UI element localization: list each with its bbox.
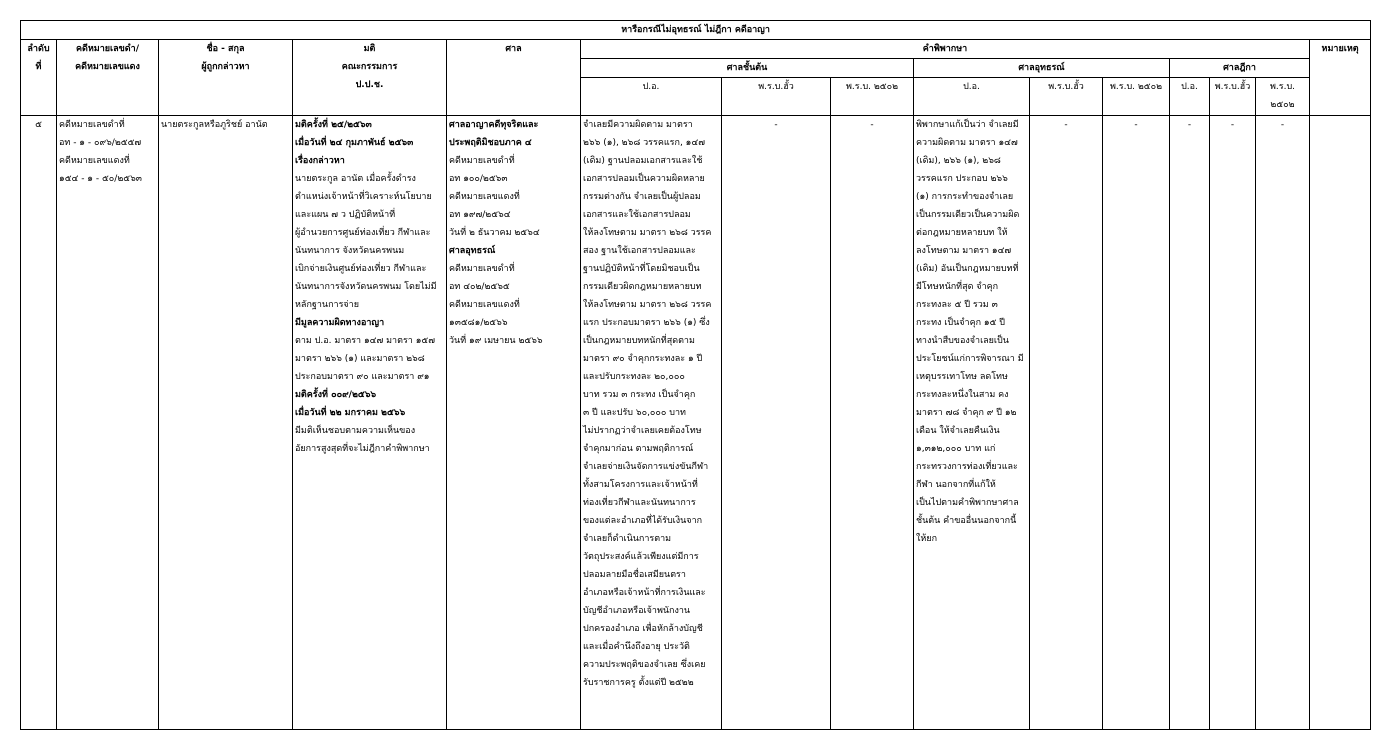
text-line: ความประพฤติของจำเลย ซึ่งเคย	[583, 660, 706, 670]
col-header-supreme-act: พ.ร.บ.ฮั้ว	[1210, 78, 1256, 116]
text-line: เอกสารและใช้เอกสารปลอม	[583, 210, 691, 220]
col-header-court: ศาล	[447, 40, 581, 116]
row-first-penal	[581, 116, 722, 730]
text-line: จำเลยมีความผิดตาม มาตรา	[583, 120, 693, 130]
text-line: กีฬา นอกจากที่แก้ให้	[916, 480, 996, 490]
row-name: นายตระกูลหรือภูริชย์ อานัต	[159, 116, 293, 730]
text-line: กระทง เป็นจำคุก ๑๕ ปี	[916, 318, 1006, 328]
text-line: นายตระกูล อานัต เมื่อครั้งดำรง	[295, 174, 416, 184]
text-line: ประพฤติมิชอบภาค ๔	[449, 138, 532, 148]
col-header-supreme-court: ศาลฎีกา	[1170, 59, 1310, 78]
row-supreme-act: -	[1210, 116, 1256, 730]
text-line: ๑,๓๑๒,๐๐๐ บาท แก่	[916, 444, 996, 454]
text-line: ประกอบมาตรา ๙๐ และมาตรา ๙๑	[295, 372, 430, 382]
text-line: อท ๑๐๐/๒๕๖๓	[449, 174, 508, 184]
text-line: และแผน ๗ ว ปฏิบัติหน้าที่	[295, 210, 396, 220]
col-header-resolution: มติ คณะกรรมการ ป.ป.ช.	[293, 40, 447, 116]
text-line: อำเภอหรือเจ้าหน้าที่การเงินและ	[583, 588, 706, 598]
text-line: ประโยชน์แก่การพิจารณา มี	[916, 354, 1024, 364]
row-resolution	[293, 116, 447, 730]
case-table	[20, 20, 1371, 730]
text-line: ๒๖๖ (๑), ๒๖๘ วรรคแรก, ๑๔๗	[583, 138, 705, 148]
text-line: นันทนาการจังหวัดนครพนม โดยไม่มี	[295, 282, 437, 292]
text-line: และปรับกระทงละ ๒๐,๐๐๐	[583, 372, 685, 382]
text-line: เรื่องกล่าวหา	[295, 156, 345, 166]
text-line: คดีหมายเลขแดงที่	[449, 192, 520, 202]
text-line: เป็นกฎหมายบทหนักที่สุดตาม	[583, 336, 695, 346]
row-supreme-penal: -	[1170, 116, 1210, 730]
text-line: (เดิม) ฐานปลอมเอกสารและใช้	[583, 156, 703, 166]
text-line: ทั้งสามโครงการและเจ้าหน้าที่	[583, 480, 698, 490]
col-header-no: ลำดับ ที่	[21, 40, 57, 116]
text-line: กรรมต่างกัน จำเลยเป็นผู้ปลอม	[583, 192, 701, 202]
text-line: บัญชีอำเภอหรือเจ้าพนักงาน	[583, 606, 691, 616]
text-line: บาท รวม ๓ กระทง เป็นจำคุก	[583, 390, 696, 400]
row-case-no: คดีหมายเลขดำที่ อท - ๑ - ๐๙๖/๒๕๕๗ คดีหมายเลขแดงที่ ๑๕๔ - ๑ - ๕๐/๒๕๖๓	[57, 116, 159, 730]
text-line: คดีหมายเลขดำที่	[449, 264, 515, 274]
row-no: ๕	[21, 116, 57, 730]
text-line: กระทงละ ๕ ปี รวม ๓	[916, 300, 998, 310]
text-line: เมื่อวันที่ ๒๒ มกราคม ๒๕๖๖	[295, 408, 406, 418]
text-line: (เดิม), ๒๖๖ (๑), ๒๖๘	[916, 156, 1001, 166]
text-line: เดือน ให้จำเลยคืนเงิน	[916, 426, 1000, 436]
text-line: แรก ประกอบมาตรา ๒๖๖ (๑) ซึ่ง	[583, 318, 710, 328]
text-line: ให้ลงโทษตาม มาตรา ๒๖๘ วรรค	[583, 228, 712, 238]
text-line: ปลอมลายมือชื่อเสมียนตรา	[583, 570, 686, 580]
row-first-act: -	[722, 116, 831, 730]
col-header-name: ชื่อ - สกุล ผู้ถูกกล่าวหา	[159, 40, 293, 116]
col-header-first-2502: พ.ร.บ. ๒๕๐๒	[831, 78, 914, 116]
col-header-first-court: ศาลชั้นต้น	[581, 59, 914, 78]
text-line: ให้ลงโทษตาม มาตรา ๒๖๘ วรรค	[583, 300, 712, 310]
col-header-supreme-penal: ป.อ.	[1170, 78, 1210, 116]
col-header-appeal-2502: พ.ร.บ. ๒๕๐๒	[1103, 78, 1170, 116]
row-court	[447, 116, 581, 730]
row-appeal-2502: -	[1103, 116, 1170, 730]
col-header-remarks: หมายเหตุ	[1310, 40, 1371, 116]
text-line: ศาลอุทธรณ์	[449, 246, 496, 256]
text-line: ชั้นต้น คำขออื่นนอกจากนี้	[916, 516, 1017, 526]
text-line: ตาม ป.อ. มาตรา ๑๔๗ มาตรา ๑๕๗	[295, 336, 435, 346]
text-line: มีมูลความผิดทางอาญา	[295, 318, 385, 328]
table-title: หารือกรณีไม่อุทธรณ์ ไม่ฎีกา คดีอาญา	[21, 21, 1371, 40]
text-line: ๑๓๕๘๑/๒๕๖๖	[449, 318, 508, 328]
col-header-first-act: พ.ร.บ.ฮั้ว	[722, 78, 831, 116]
row-appeal-penal	[914, 116, 1030, 730]
row-remarks	[1310, 116, 1371, 730]
row-supreme-2502: -	[1256, 116, 1310, 730]
text-line: มติครั้งที่ ๒๕/๒๕๖๓	[295, 120, 372, 130]
text-line: เป็นไปตามคำพิพากษาศาล	[916, 498, 1019, 508]
text-line: ศาลอาญาคดีทุจริตและ	[449, 120, 539, 130]
text-line: ฐานปฏิบัติหน้าที่โดยมิชอบเป็น	[583, 264, 700, 274]
text-line: กรรมเดียวผิดกฎหมายหลายบท	[583, 282, 702, 292]
text-line: จำเลยจ่ายเงินจัดการแข่งขันกีฬา	[583, 462, 709, 472]
text-line: ท่องเที่ยวกีฬาและนันทนาการ	[583, 498, 696, 508]
text-line: อัยการสูงสุดที่จะไม่ฎีกาคำพิพากษา	[295, 444, 430, 454]
text-line: และเมื่อคำนึงถึงอายุ ประวัติ	[583, 642, 690, 652]
col-header-first-penal: ป.อ.	[581, 78, 722, 116]
col-header-judgment: คำพิพากษา	[581, 40, 1310, 59]
text-line: เหตุบรรเทาโทษ ลดโทษ	[916, 372, 1008, 382]
text-line: เอกสารปลอมเป็นความผิดหลาย	[583, 174, 705, 184]
text-line: เบิกจ่ายเงินศูนย์ท่องเที่ยว กีฬาและ	[295, 264, 427, 274]
text-line: วันที่ ๑๙ เมษายน ๒๕๖๖	[449, 336, 543, 346]
col-header-appeal-court: ศาลอุทธรณ์	[914, 59, 1170, 78]
col-header-appeal-penal: ป.อ.	[914, 78, 1030, 116]
text-line: ทางนำสืบของจำเลยเป็น	[916, 336, 1009, 346]
text-line: มาตรา ๒๖๖ (๑) และมาตรา ๒๖๘	[295, 354, 425, 364]
text-line: ลงโทษตาม มาตรา ๑๔๗	[916, 246, 1012, 256]
text-line: รับราชการครู ตั้งแต่ปี ๒๕๒๒	[583, 678, 694, 688]
text-line: ๓ ปี และปรับ ๖๐,๐๐๐ บาท	[583, 408, 686, 418]
text-line: จำเลยก็ดำเนินการตาม	[583, 534, 672, 544]
text-line: ให้ยก	[916, 534, 938, 544]
text-line: มีมติเห็นชอบตามความเห็นของ	[295, 426, 416, 436]
row-appeal-act: -	[1030, 116, 1103, 730]
text-line: เป็นกรรมเดียวเป็นความผิด	[916, 210, 1020, 220]
text-line: วันที่ ๒ ธันวาคม ๒๕๖๔	[449, 228, 540, 238]
text-line: วัตถุประสงค์แล้วเพียงแต่มีการ	[583, 552, 699, 562]
text-line: กระทงละหนึ่งในสาม คง	[916, 390, 1009, 400]
text-line: คดีหมายเลขแดงที่	[449, 300, 520, 310]
text-line: ปกครองอำเภอ เพื่อหักล้างบัญชี	[583, 624, 703, 634]
text-line: กระทรวงการท่องเที่ยวและ	[916, 462, 1018, 472]
text-line: ตำแหน่งเจ้าหน้าที่วิเคราะห์นโยบาย	[295, 192, 432, 202]
text-line: (๑) การกระทำของจำเลย	[916, 192, 1014, 202]
row-first-2502: -	[831, 116, 914, 730]
text-line: คดีหมายเลขดำที่	[449, 156, 515, 166]
text-line: จำคุกมาก่อน ตามพฤติการณ์	[583, 444, 694, 454]
text-line: อท ๔๐๒/๒๕๖๕	[449, 282, 510, 292]
text-line: มติครั้งที่ ๐๐๙/๒๕๖๖	[295, 390, 377, 400]
text-line: หลักฐานการจ่าย	[295, 300, 360, 310]
col-header-supreme-2502: พ.ร.บ. ๒๕๐๒	[1256, 78, 1310, 116]
text-line: ไม่ปรากฏว่าจำเลยเคยต้องโทษ	[583, 426, 702, 436]
text-line: มาตรา ๗๘ จำคุก ๙ ปี ๑๒	[916, 408, 1017, 418]
text-line: อท ๑๙๗/๒๕๖๔	[449, 210, 511, 220]
text-line: สอง ฐานใช้เอกสารปลอมและ	[583, 246, 696, 256]
text-line: มีโทษหนักที่สุด จำคุก	[916, 282, 999, 292]
text-line: ของแต่ละอำเภอที่ได้รับเงินจาก	[583, 516, 703, 526]
col-header-appeal-act: พ.ร.บ.ฮั้ว	[1030, 78, 1103, 116]
col-header-case-no: คดีหมายเลขดำ/ คดีหมายเลขแดง	[57, 40, 159, 116]
text-line: วรรคแรก ประกอบ ๒๖๖	[916, 174, 1008, 184]
text-line: นันทนาการ จังหวัดนครพนม	[295, 246, 405, 256]
text-line: เมื่อวันที่ ๒๔ กุมภาพันธ์ ๒๕๖๓	[295, 138, 414, 148]
text-line: มาตรา ๙๐ จำคุกกระทงละ ๑ ปี	[583, 354, 703, 364]
table-row	[21, 116, 1371, 730]
text-line: ผู้อำนวยการศูนย์ท่องเที่ยว กีฬาและ	[295, 228, 431, 238]
text-line: ต่อกฎหมายหลายบท ให้	[916, 228, 1008, 238]
text-line: (เดิม) อันเป็นกฎหมายบทที่	[916, 264, 1019, 274]
text-line: พิพากษาแก้เป็นว่า จำเลยมี	[916, 120, 1019, 130]
text-line: ความผิดตาม มาตรา ๑๔๗	[916, 138, 1018, 148]
